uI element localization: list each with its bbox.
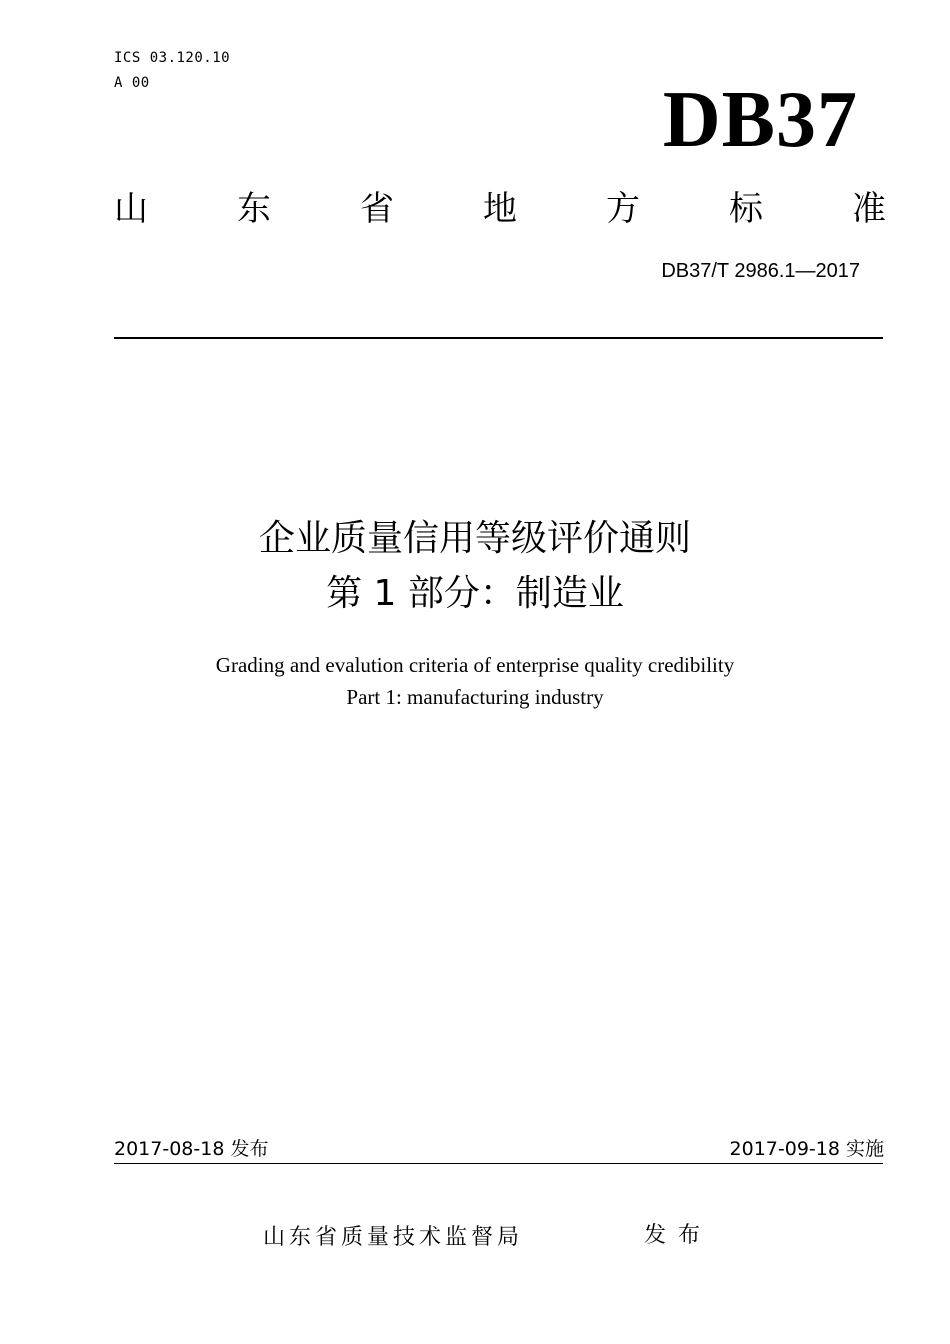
publish-label: 发布 bbox=[644, 1223, 713, 1248]
standard-type-char: 东 bbox=[237, 189, 271, 229]
publisher-name: 山东省质量技术监督局 bbox=[263, 1225, 524, 1250]
top-divider bbox=[114, 337, 883, 339]
title-zh-line2: 第 1 部分：制造业 bbox=[326, 573, 624, 614]
ccs-code: A 00 bbox=[114, 75, 150, 91]
title-en-line2: Part 1: manufacturing industry bbox=[346, 685, 604, 709]
title-en-line1: Grading and evalution criteria of enterprise quality credibility bbox=[215, 653, 735, 677]
standard-type-char: 省 bbox=[360, 189, 394, 229]
issue-date: 2017-08-18 发布 bbox=[114, 1138, 269, 1160]
standard-type-char: 山 bbox=[114, 189, 148, 229]
standard-type-char: 标 bbox=[729, 189, 763, 229]
standard-type-char: 地 bbox=[483, 189, 517, 229]
bottom-divider bbox=[114, 1163, 883, 1164]
title-zh-line1: 企业质量信用等级评价通则 bbox=[258, 518, 691, 559]
standard-type-heading bbox=[114, 184, 886, 234]
standard-type-char: 方 bbox=[606, 189, 640, 229]
standard-number: DB37/T 2986.1—2017 bbox=[661, 260, 860, 282]
standard-type-char: 准 bbox=[852, 189, 886, 229]
ics-code: ICS 03.120.10 bbox=[114, 50, 231, 66]
implementation-date: 2017-09-18 实施 bbox=[729, 1138, 884, 1160]
db37-logo: DB37 bbox=[662, 76, 858, 164]
